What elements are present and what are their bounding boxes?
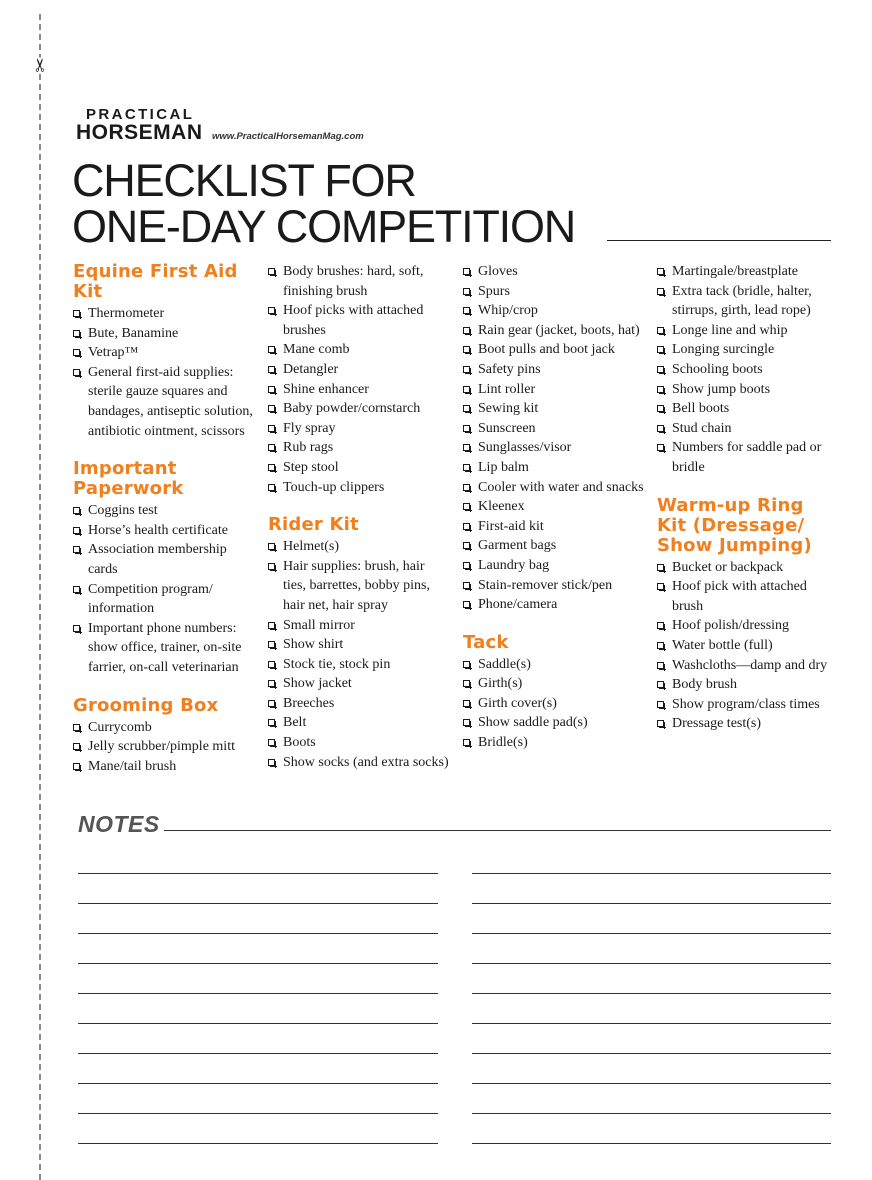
checkbox-icon[interactable] — [73, 763, 80, 770]
checklist-item — [463, 556, 645, 576]
checklist-item-label: Martingale/breastplate — [672, 264, 798, 279]
checkbox-icon[interactable] — [268, 346, 275, 353]
checklist-item — [73, 501, 255, 521]
checklist-item-label: Spurs — [478, 283, 510, 299]
notes-line-right — [472, 963, 831, 964]
notes-line-left — [78, 1053, 438, 1054]
checklist-item — [657, 380, 839, 400]
title-line-1: CHECKLIST FOR — [72, 155, 416, 206]
notes-title: NOTES — [78, 811, 160, 837]
checklist-item — [463, 360, 645, 380]
checklist-item-label: Lip balm — [478, 459, 529, 475]
checklist-item — [463, 478, 645, 498]
checklist-item-label: Horse’s health certificate — [88, 522, 228, 538]
checkbox-icon[interactable] — [657, 288, 664, 295]
notes-line-left — [78, 873, 438, 874]
checklist-item — [657, 438, 839, 477]
checkbox-icon[interactable] — [73, 743, 80, 750]
checkbox-icon[interactable] — [73, 527, 80, 534]
checklist-item — [73, 619, 255, 678]
checklist-item — [657, 695, 839, 715]
checklist-item — [657, 282, 839, 321]
checklist-item-label: Vetrap™ — [88, 345, 139, 361]
checklist-item-label: Touch-up clippers — [283, 479, 385, 495]
checklist-item-label: Body brush — [672, 677, 737, 693]
checkbox-icon[interactable] — [463, 562, 470, 569]
checkbox-icon[interactable] — [657, 366, 664, 373]
checklist-item-label: Sewing kit — [478, 401, 539, 417]
checkbox-icon[interactable] — [657, 622, 664, 629]
checklist-item — [463, 517, 645, 537]
checkbox-icon[interactable] — [73, 546, 80, 553]
checkbox-icon[interactable] — [657, 444, 664, 451]
checklist-item — [268, 753, 450, 773]
notes-line-right — [472, 1023, 831, 1024]
checklist-item-label: Cooler with water and snacks — [478, 479, 644, 495]
checklist-item — [268, 537, 450, 557]
column-3 — [463, 262, 645, 753]
checkbox-icon[interactable] — [657, 681, 664, 688]
checkbox-icon[interactable] — [463, 288, 470, 295]
checklist-item — [463, 419, 645, 439]
checklist-item-label: Fly spray — [283, 420, 336, 436]
checklist-item — [657, 321, 839, 341]
checkbox-icon[interactable] — [463, 327, 470, 334]
checkbox-icon[interactable] — [463, 268, 470, 275]
checklist-item — [657, 399, 839, 419]
checklist-item — [268, 478, 450, 498]
checklist-item-label: Stain-remover stick/pen — [478, 577, 613, 593]
checklist-item-label: Helmet(s) — [283, 539, 339, 555]
checklist-item-label: Mane/tail brush — [88, 758, 177, 774]
checklist-item — [657, 616, 839, 636]
section-title-tack: Tack — [463, 631, 509, 653]
checkbox-icon[interactable] — [73, 310, 80, 317]
checkbox-icon[interactable] — [73, 507, 80, 514]
checkbox-icon[interactable] — [268, 700, 275, 707]
list-equine-first-aid — [73, 304, 255, 441]
section-title-warm-up: Warm-up Ring Kit (Dressage/ Show Jumping) — [657, 494, 812, 556]
checklist-item-label: Show saddle pad(s) — [478, 715, 588, 731]
section-title-important-paperwork: Important Paperwork — [73, 458, 184, 500]
checklist-item-label: Rub rags — [283, 440, 334, 456]
checkbox-icon[interactable] — [463, 739, 470, 746]
checkbox-icon[interactable] — [268, 425, 275, 432]
checklist-item — [463, 262, 645, 282]
checklist-item-label: Association membership cards — [88, 542, 227, 577]
checklist-item — [463, 674, 645, 694]
checkbox-icon[interactable] — [463, 503, 470, 510]
checklist-item — [268, 733, 450, 753]
title-rule — [607, 240, 831, 241]
checklist-item — [73, 580, 255, 619]
checkbox-icon[interactable] — [463, 425, 470, 432]
notes-line-right — [472, 1143, 831, 1144]
checklist-item — [268, 616, 450, 636]
checkbox-icon[interactable] — [657, 346, 664, 353]
checklist-item — [657, 636, 839, 656]
checkbox-icon[interactable] — [73, 369, 80, 376]
checklist-item — [73, 343, 255, 363]
notes-line-left — [78, 1143, 438, 1144]
checklist-item-label: Show jacket — [283, 676, 352, 692]
list-tack-a — [463, 655, 645, 753]
checklist-item — [73, 324, 255, 344]
checkbox-icon[interactable] — [268, 268, 275, 275]
checklist-item-label: First-aid kit — [478, 518, 544, 534]
checklist-item — [73, 737, 255, 757]
checklist-item-label: Lint roller — [478, 381, 536, 397]
checklist-item-label: Whip/crop — [478, 303, 538, 319]
checklist-item-label: Body brushes: hard, soft, finishing brush — [283, 264, 424, 299]
checklist-item-label: Girth(s) — [478, 676, 523, 692]
checklist-item-label: Sunscreen — [478, 420, 536, 436]
checkbox-icon[interactable] — [268, 405, 275, 412]
checkbox-icon[interactable] — [657, 642, 664, 649]
checkbox-icon[interactable] — [268, 464, 275, 471]
checkbox-icon[interactable] — [73, 625, 80, 632]
checkbox-icon[interactable] — [268, 719, 275, 726]
checkbox-icon[interactable] — [463, 582, 470, 589]
notes-line-left — [78, 933, 438, 934]
checklist-item-label: Belt — [283, 715, 307, 731]
checklist-item — [463, 694, 645, 714]
checklist-item — [268, 694, 450, 714]
checklist-item-label: Garment bags — [478, 538, 557, 554]
notes-line-left — [78, 1083, 438, 1084]
notes-line-left — [78, 963, 438, 964]
checklist-item — [657, 262, 839, 282]
checklist-item — [657, 340, 839, 360]
checklist-item — [463, 282, 645, 302]
section-title-rider-kit: Rider Kit — [268, 514, 359, 536]
checklist-item — [73, 540, 255, 579]
checklist-item — [268, 557, 450, 616]
checklist-item — [268, 340, 450, 360]
column-2 — [268, 262, 450, 772]
brand-name-bottom: HORSEMAN — [76, 121, 203, 144]
checkbox-icon[interactable] — [463, 523, 470, 530]
checklist-item-label: Show program/class times — [672, 696, 820, 712]
checklist-item — [268, 674, 450, 694]
checkbox-icon[interactable] — [657, 662, 664, 669]
column-4 — [657, 262, 839, 734]
checklist-item — [268, 713, 450, 733]
checklist-item — [463, 655, 645, 675]
checklist-item — [463, 399, 645, 419]
brand-logo — [76, 107, 203, 143]
checklist-item — [73, 718, 255, 738]
list-important-paperwork — [73, 501, 255, 677]
checklist-item — [463, 713, 645, 733]
checklist-item — [268, 419, 450, 439]
checklist-item-label: Small mirror — [283, 617, 355, 633]
checklist-item — [463, 301, 645, 321]
checklist-item-label: Show jump boots — [672, 381, 771, 397]
checklist-item-label: Saddle(s) — [478, 656, 531, 672]
notes-line-left — [78, 1023, 438, 1024]
checklist-item — [73, 363, 255, 441]
checklist-item-label: General first-aid supplies: sterile gauze squares and bandages, antiseptic solution, antibiotic ointment, scissors — [88, 364, 253, 439]
checklist-item-label: Rain gear (jacket, boots, hat) — [478, 322, 640, 338]
checkbox-icon[interactable] — [463, 464, 470, 471]
checklist-item — [657, 577, 839, 616]
checklist-item-label: Stock tie, stock pin — [283, 656, 391, 672]
notes-line-right — [472, 993, 831, 994]
checklist-item — [463, 576, 645, 596]
list-rider-kit-a — [268, 537, 450, 772]
checkbox-icon[interactable] — [463, 700, 470, 707]
checkbox-icon[interactable] — [268, 661, 275, 668]
checklist-item-label: Stud chain — [672, 420, 732, 436]
checklist-item — [657, 714, 839, 734]
checkbox-icon[interactable] — [463, 601, 470, 608]
section-title-grooming-box: Grooming Box — [73, 694, 219, 716]
checklist-item-label: Mane comb — [283, 342, 350, 358]
checklist-item-label: Longing surcingle — [672, 342, 775, 358]
checklist-item — [268, 458, 450, 478]
checklist-item-label: Hoof picks with attached brushes — [283, 303, 424, 338]
checklist-item — [657, 419, 839, 439]
checkbox-icon[interactable] — [268, 366, 275, 373]
checkbox-icon[interactable] — [268, 484, 275, 491]
checklist-item — [268, 438, 450, 458]
checklist-item-label: Phone/camera — [478, 597, 558, 613]
checklist-item-label: Laundry bag — [478, 557, 550, 573]
checklist-item-label: Kleenex — [478, 499, 525, 515]
checkbox-icon[interactable] — [463, 444, 470, 451]
checkbox-icon[interactable] — [463, 661, 470, 668]
checkbox-icon[interactable] — [657, 583, 664, 590]
checklist-item — [463, 321, 645, 341]
list-warm-up — [657, 558, 839, 734]
checkbox-icon[interactable] — [268, 444, 275, 451]
notes-line-right — [472, 903, 831, 904]
checklist-item-label: Water bottle (full) — [672, 637, 773, 653]
checkbox-icon[interactable] — [73, 724, 80, 731]
title-line-2: ONE-DAY COMPETITION — [72, 201, 576, 252]
checklist-item — [463, 497, 645, 517]
checklist-item-label: Show socks (and extra socks) — [283, 754, 449, 770]
checklist-item — [463, 536, 645, 556]
checklist-item-label: Currycomb — [88, 719, 152, 735]
list-grooming-box-a — [73, 718, 255, 777]
checkbox-icon[interactable] — [268, 759, 275, 766]
notes-line-right — [472, 933, 831, 934]
checklist-item-label: Hoof polish/dressing — [672, 618, 790, 634]
notes-line-left — [78, 993, 438, 994]
checklist-item — [657, 558, 839, 578]
checklist-item-label: Hair supplies: brush, hair ties, barrettes, bobby pins, hair net, hair spray — [283, 558, 430, 613]
notes-line-left — [78, 1113, 438, 1114]
checklist-item — [73, 521, 255, 541]
checklist-item-label: Washcloths—damp and dry — [672, 657, 828, 673]
checklist-item-label: Boots — [283, 735, 316, 751]
checklist-item-label: Bute, Banamine — [88, 325, 179, 341]
checklist-item-label: Step stool — [283, 459, 339, 475]
checkbox-icon[interactable] — [463, 346, 470, 353]
scissors-icon: ✂ — [30, 57, 52, 73]
checklist-item-label: Schooling boots — [672, 361, 763, 377]
notes-line-right — [472, 1083, 831, 1084]
checkbox-icon[interactable] — [268, 307, 275, 314]
checklist-item — [463, 458, 645, 478]
checklist-item-label: Numbers for saddle pad or bridle — [672, 440, 822, 475]
checklist-item — [657, 360, 839, 380]
checklist-item-label: Sunglasses/visor — [478, 440, 572, 456]
checklist-item — [73, 304, 255, 324]
checklist-item-label: Important phone numbers: show office, trainer, on-site farrier, on-call veterinarian — [88, 620, 242, 675]
checkbox-icon[interactable] — [73, 330, 80, 337]
notes-line-right — [472, 1053, 831, 1054]
checklist-item — [268, 262, 450, 301]
checklist-item-label: Bell boots — [672, 401, 730, 417]
checkbox-icon[interactable] — [657, 720, 664, 727]
checkbox-icon[interactable] — [268, 680, 275, 687]
checkbox-icon[interactable] — [657, 701, 664, 708]
checklist-item-label: Bucket or backpack — [672, 559, 784, 575]
checklist-item-label: Longe line and whip — [672, 322, 788, 338]
checklist-item — [268, 360, 450, 380]
checklist-item-label: Show shirt — [283, 637, 344, 653]
checkbox-icon[interactable] — [657, 405, 664, 412]
notes-header-rule — [164, 830, 831, 831]
checklist-item — [463, 340, 645, 360]
checkbox-icon[interactable] — [73, 586, 80, 593]
notes-line-right — [472, 873, 831, 874]
checkbox-icon[interactable] — [657, 425, 664, 432]
checklist-item — [463, 595, 645, 615]
checkbox-icon[interactable] — [268, 386, 275, 393]
checkbox-icon[interactable] — [463, 366, 470, 373]
checkbox-icon[interactable] — [268, 641, 275, 648]
column-1 — [73, 262, 255, 776]
checklist-item-label: Boot pulls and boot jack — [478, 342, 615, 358]
checkbox-icon[interactable] — [463, 719, 470, 726]
checklist-item — [463, 733, 645, 753]
checklist-item — [268, 399, 450, 419]
checkbox-icon[interactable] — [463, 484, 470, 491]
checkbox-icon[interactable] — [268, 543, 275, 550]
checklist-item — [657, 675, 839, 695]
checkbox-icon[interactable] — [463, 386, 470, 393]
checklist-item-label: Baby powder/cornstarch — [283, 401, 421, 417]
checklist-item-label: Competition program/ information — [88, 581, 213, 617]
checklist-item — [268, 301, 450, 340]
checkbox-icon[interactable] — [73, 349, 80, 356]
checklist-item-label: Coggins test — [88, 503, 158, 519]
checkbox-icon[interactable] — [268, 563, 275, 570]
checklist-item — [657, 656, 839, 676]
checkbox-icon[interactable] — [657, 268, 664, 275]
checklist-item-label: Thermometer — [88, 306, 165, 321]
checkbox-icon[interactable] — [463, 680, 470, 687]
checklist-item-label: Jelly scrubber/pimple mitt — [88, 739, 235, 755]
checkbox-icon[interactable] — [657, 327, 664, 334]
page-title — [72, 155, 576, 252]
checkbox-icon[interactable] — [268, 622, 275, 629]
list-grooming-box-b — [268, 262, 450, 497]
notes-line-right — [472, 1113, 831, 1114]
checklist-item-label: Hoof pick with attached brush — [672, 579, 807, 614]
checkbox-icon[interactable] — [657, 564, 664, 571]
list-rider-kit-b — [463, 262, 645, 615]
checklist-item-label: Gloves — [478, 264, 518, 279]
brand-name-top: PRACTICAL — [86, 106, 195, 123]
checkbox-icon[interactable] — [463, 307, 470, 314]
checklist-item-label: Breeches — [283, 695, 335, 711]
checklist-item-label: Detangler — [283, 361, 339, 377]
checklist-item-label: Dressage test(s) — [672, 716, 762, 732]
checklist-item — [463, 380, 645, 400]
checkbox-icon[interactable] — [268, 739, 275, 746]
checklist-item — [268, 380, 450, 400]
checklist-item — [463, 438, 645, 458]
checkbox-icon[interactable] — [463, 405, 470, 412]
brand-url: www.PracticalHorsemanMag.com — [212, 131, 364, 142]
section-title-equine-first-aid: Equine First Aid Kit — [73, 261, 238, 302]
checkbox-icon[interactable] — [463, 542, 470, 549]
checklist-item-label: Safety pins — [478, 361, 541, 377]
checklist-item — [73, 757, 255, 777]
checklist-item-label: Bridle(s) — [478, 735, 528, 751]
checkbox-icon[interactable] — [657, 386, 664, 393]
notes-line-left — [78, 903, 438, 904]
checklist-item-label: Girth cover(s) — [478, 695, 557, 711]
checklist-item — [268, 635, 450, 655]
checklist-item-label: Extra tack (bridle, halter, stirrups, girth, lead rope) — [672, 283, 812, 319]
checklist-item — [268, 655, 450, 675]
list-tack-b — [657, 262, 839, 478]
checklist-item-label: Shine enhancer — [283, 381, 369, 397]
cut-line — [39, 14, 41, 1180]
